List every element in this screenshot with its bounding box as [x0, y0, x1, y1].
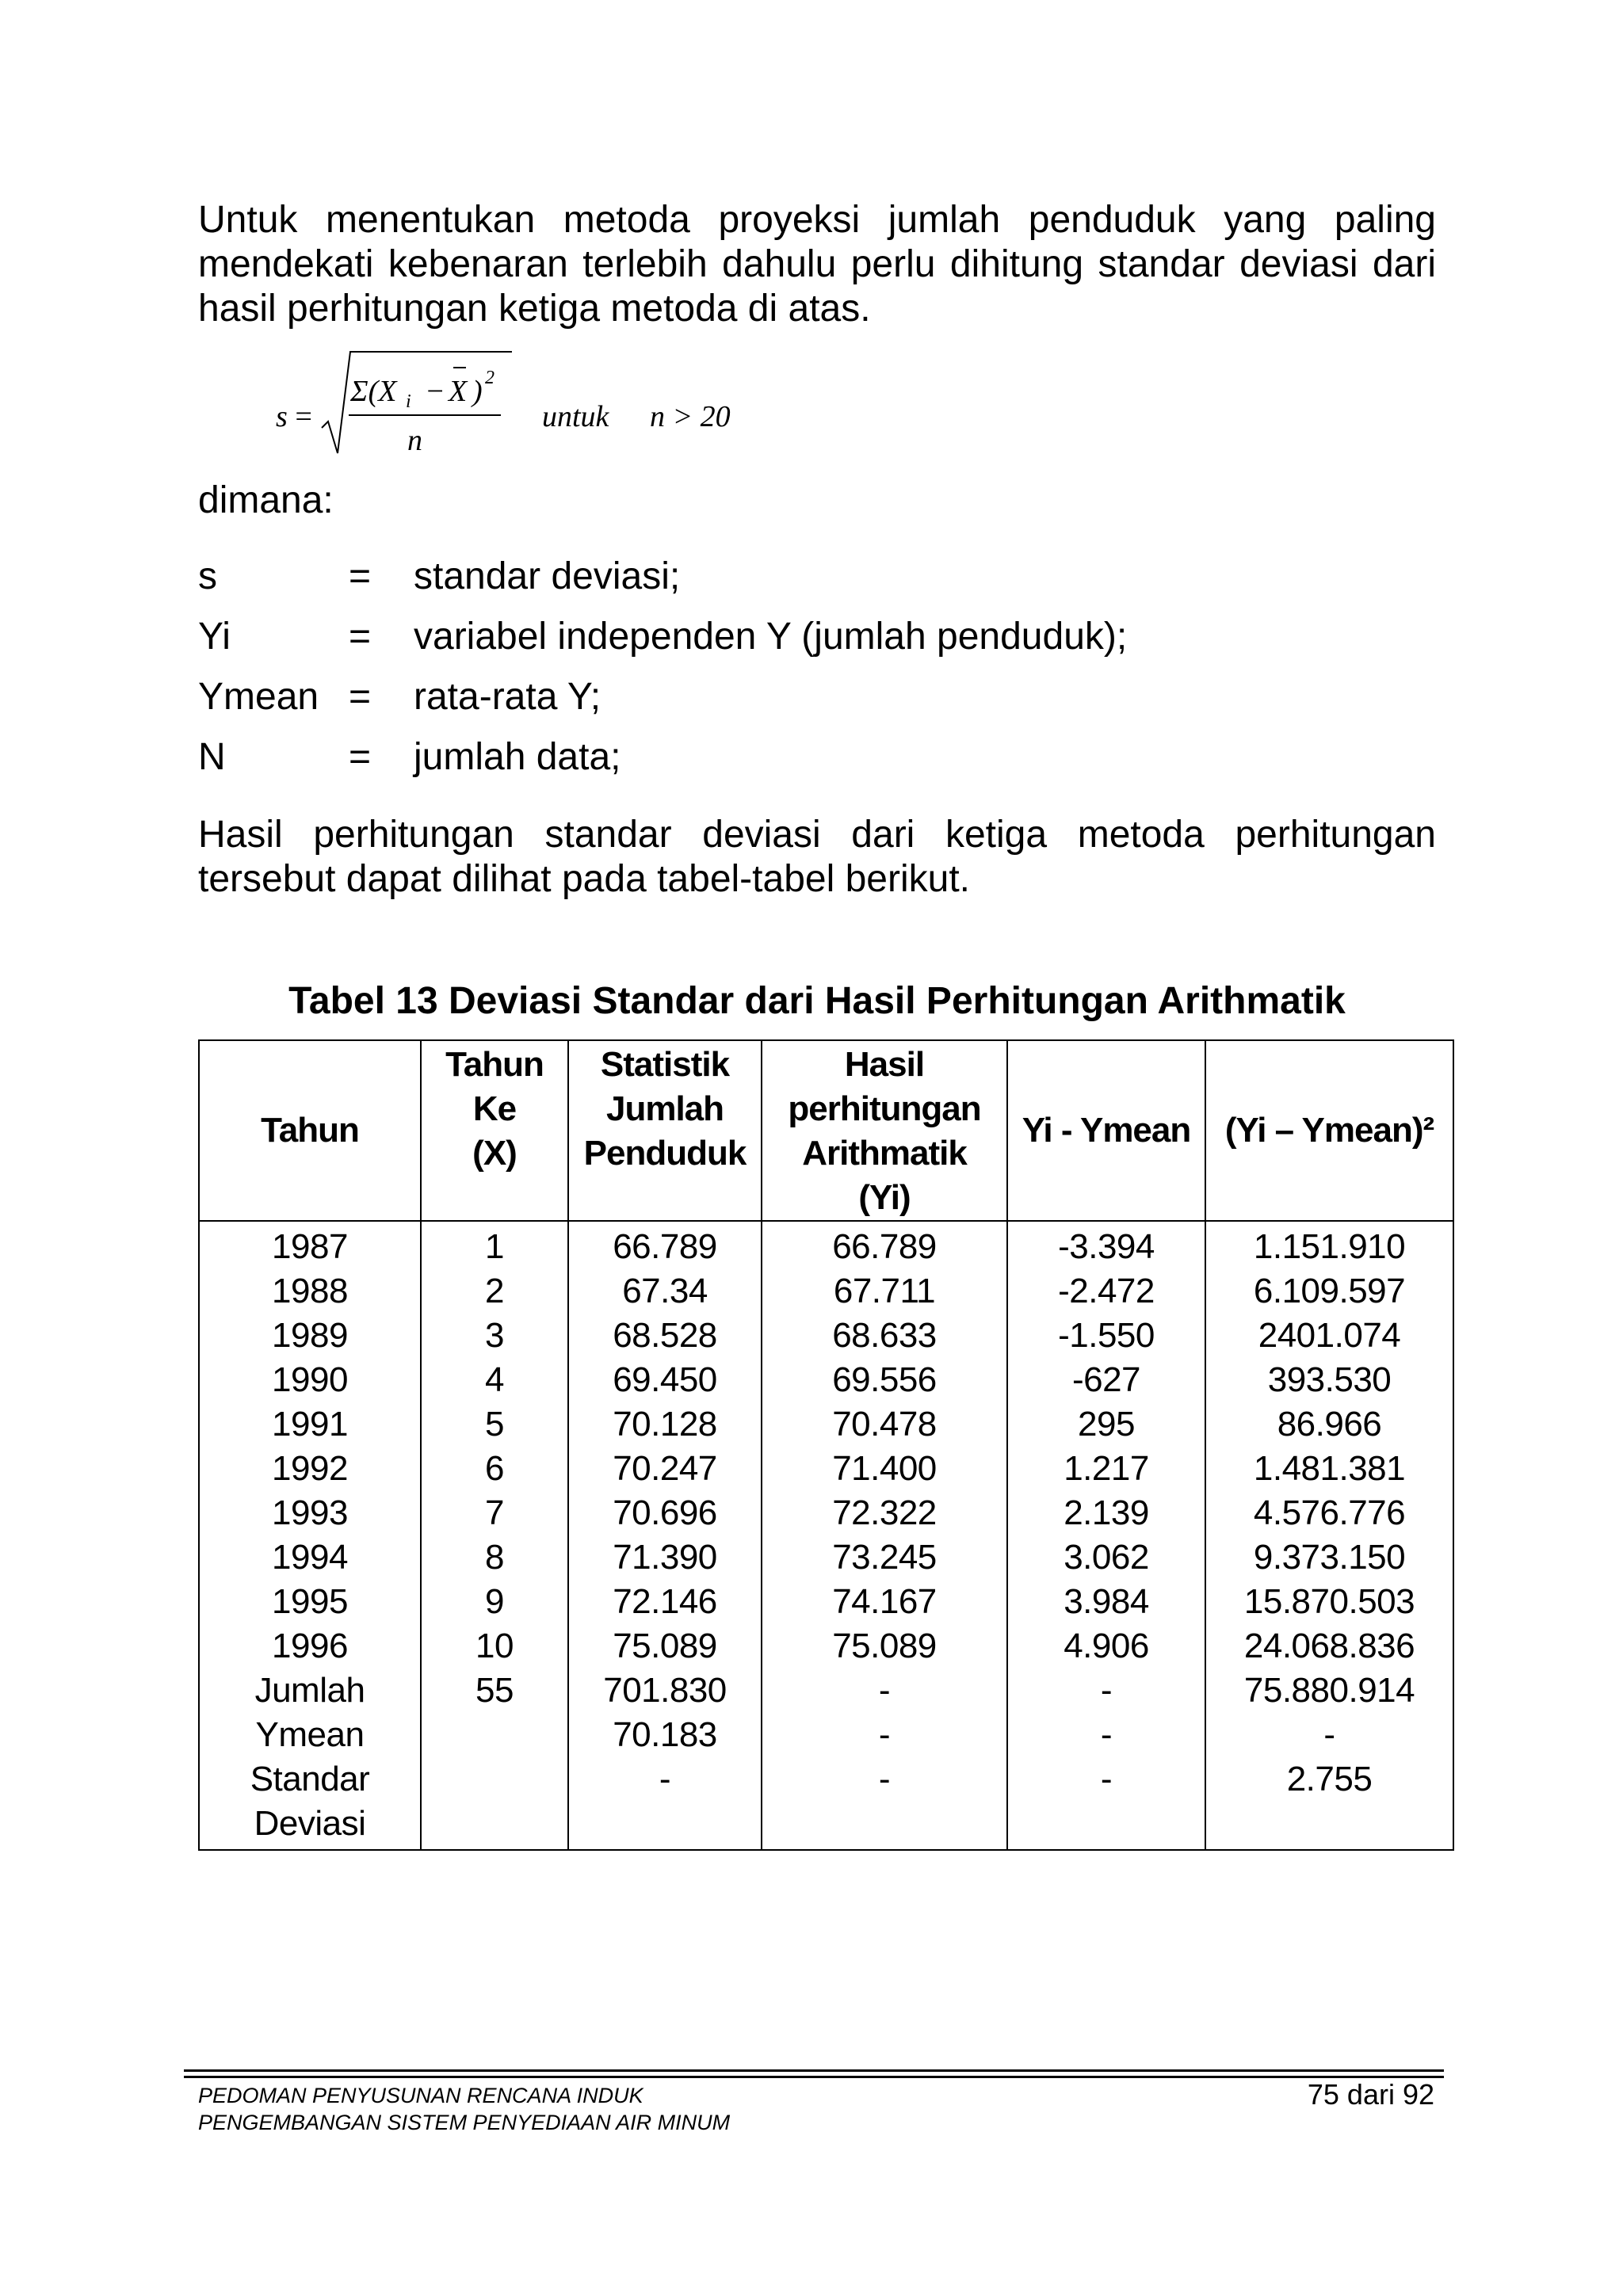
table-cell: 67.711: [762, 1269, 1007, 1314]
column-header: [421, 1040, 568, 1221]
table-body: [199, 1221, 1453, 1850]
footer-rule-top: [184, 2069, 1444, 2072]
table-cell: 67.34: [568, 1269, 762, 1314]
table-cell: [421, 1713, 568, 1757]
column-header: [762, 1040, 1007, 1221]
formula-sub-i: i: [406, 391, 411, 412]
table-cell: 6.109.597: [1205, 1269, 1453, 1314]
table-cell: -: [1205, 1713, 1453, 1757]
table-cell: 72.146: [568, 1580, 762, 1624]
column-header-line: Hasil: [844, 1045, 925, 1084]
table-cell: 72.322: [762, 1491, 1007, 1535]
table-row: [199, 1491, 1453, 1535]
column-header-line: Penduduk: [583, 1134, 747, 1173]
table-row: [199, 1447, 1453, 1491]
table-cell: 8: [421, 1535, 568, 1580]
dimana-label: dimana:: [198, 479, 334, 521]
formula-denominator: n: [407, 424, 422, 457]
table-cell: -2.472: [1007, 1269, 1205, 1314]
table-cell: 1993: [199, 1491, 421, 1535]
table-cell: -: [1007, 1757, 1205, 1802]
table-cell: 69.556: [762, 1358, 1007, 1402]
table-cell: 70.478: [762, 1402, 1007, 1447]
definition-description: jumlah data;: [414, 736, 621, 778]
definition-symbol: Ymean: [198, 676, 319, 718]
table-row: [199, 1580, 1453, 1624]
table-cell: 74.167: [762, 1580, 1007, 1624]
definition-equals: =: [349, 736, 372, 778]
table-cell: 71.390: [568, 1535, 762, 1580]
table-cell: 75.089: [568, 1624, 762, 1669]
table-cell: Ymean: [199, 1713, 421, 1757]
table-cell: -: [762, 1757, 1007, 1802]
table-cell: 66.789: [762, 1221, 1007, 1269]
table-cell: 1.217: [1007, 1447, 1205, 1491]
footer-line-1: PEDOMAN PENYUSUNAN RENCANA INDUK: [198, 2084, 643, 2107]
formula-exponent: 2: [485, 368, 495, 388]
table-cell: 701.830: [568, 1669, 762, 1713]
column-header-line: Tahun: [445, 1045, 544, 1084]
table-cell: 4: [421, 1358, 568, 1402]
table-row: [199, 1402, 1453, 1447]
table-cell: 68.633: [762, 1314, 1007, 1358]
table-cell: 70.128: [568, 1402, 762, 1447]
table-cell: 2401.074: [1205, 1314, 1453, 1358]
table-cell: -1.550: [1007, 1314, 1205, 1358]
table-header-row: [199, 1040, 1453, 1221]
table-cell: 70.247: [568, 1447, 762, 1491]
table-cell: 2.755: [1205, 1757, 1453, 1802]
formula-minus: −: [425, 375, 445, 408]
table-cell: 1990: [199, 1358, 421, 1402]
formula-condition-word: untuk: [542, 400, 609, 433]
table-row: [199, 1314, 1453, 1358]
table-cell: [762, 1802, 1007, 1850]
page-number: 75 dari 92: [1307, 2078, 1434, 2111]
column-header: [1007, 1040, 1205, 1221]
table-cell: [1007, 1802, 1205, 1850]
column-header-line: Arithmatik: [802, 1134, 967, 1173]
table-cell: [1205, 1802, 1453, 1850]
formula-equals: =: [293, 400, 314, 433]
table-cell: 70.183: [568, 1713, 762, 1757]
table-cell: 2.139: [1007, 1491, 1205, 1535]
definition-equals: =: [349, 616, 372, 658]
table-cell: -: [1007, 1713, 1205, 1757]
table-cell: 55: [421, 1669, 568, 1713]
formula-numerator: Σ(X: [350, 375, 397, 408]
table-cell: 68.528: [568, 1314, 762, 1358]
column-header-line: Yi - Ymean: [1022, 1111, 1191, 1150]
table-cell: Standar: [199, 1757, 421, 1802]
table-cell: 71.400: [762, 1447, 1007, 1491]
definition-equals: =: [349, 555, 372, 597]
column-header-line: Statistik: [600, 1045, 730, 1084]
table-cell: 70.696: [568, 1491, 762, 1535]
result-paragraph: Hasil perhitungan standar deviasi dari ketiga metoda perhitungan tersebut dapat dilihat pada tabel-tabel berikut.: [198, 814, 1436, 900]
table-cell: 9: [421, 1580, 568, 1624]
table-cell: -: [762, 1713, 1007, 1757]
table-row: [199, 1221, 1453, 1269]
column-header: [199, 1040, 421, 1221]
table-cell: 73.245: [762, 1535, 1007, 1580]
table-cell: 393.530: [1205, 1358, 1453, 1402]
table-cell: Deviasi: [199, 1802, 421, 1850]
table-cell: 6: [421, 1447, 568, 1491]
std-dev-formula: [269, 349, 777, 460]
column-header-line: (Yi): [858, 1178, 911, 1217]
footer-line-2: PENGEMBANGAN SISTEM PENYEDIAAN AIR MINUM: [198, 2111, 731, 2134]
table-cell: 3: [421, 1314, 568, 1358]
table-cell: 15.870.503: [1205, 1580, 1453, 1624]
table-cell: 7: [421, 1491, 568, 1535]
table-cell: 1992: [199, 1447, 421, 1491]
column-header-line: Ke: [472, 1089, 517, 1128]
column-header-line: perhitungan: [788, 1089, 981, 1128]
definition-description: variabel independen Y (jumlah penduduk);: [414, 616, 1128, 658]
table-cell: 1995: [199, 1580, 421, 1624]
table-cell: -: [762, 1669, 1007, 1713]
table-cell: 86.966: [1205, 1402, 1453, 1447]
table-cell: 4.906: [1007, 1624, 1205, 1669]
table-cell: [568, 1802, 762, 1850]
definition-description: rata-rata Y;: [414, 676, 601, 718]
formula-lhs: s: [276, 400, 288, 433]
table-cell: 1996: [199, 1624, 421, 1669]
table-row: [199, 1757, 1453, 1802]
table-cell: 10: [421, 1624, 568, 1669]
table-cell: 75.089: [762, 1624, 1007, 1669]
std-dev-table: [198, 1039, 1454, 1851]
table-cell: 295: [1007, 1402, 1205, 1447]
table-cell: 3.062: [1007, 1535, 1205, 1580]
table-cell: -: [568, 1757, 762, 1802]
table-cell: 1991: [199, 1402, 421, 1447]
definition-symbol: s: [198, 555, 217, 597]
table-title: Tabel 13 Deviasi Standar dari Hasil Perhitungan Arithmatik: [288, 980, 1346, 1022]
column-header: [568, 1040, 762, 1221]
formula-condition: n > 20: [650, 400, 731, 433]
table-cell: -3.394: [1007, 1221, 1205, 1269]
table-cell: -627: [1007, 1358, 1205, 1402]
table-row: [199, 1802, 1453, 1850]
table-cell: Jumlah: [199, 1669, 421, 1713]
table-cell: 1: [421, 1221, 568, 1269]
table-cell: 24.068.836: [1205, 1624, 1453, 1669]
column-header: [1205, 1040, 1453, 1221]
table-row: [199, 1713, 1453, 1757]
intro-paragraph: Untuk menentukan metoda proyeksi jumlah penduduk yang paling mendekati kebenaran terlebih dahulu perlu dihitung standar deviasi dari hasil perhitungan ketiga metoda di atas.: [198, 199, 1436, 330]
table-cell: 75.880.914: [1205, 1669, 1453, 1713]
table-cell: 1989: [199, 1314, 421, 1358]
table-cell: 5: [421, 1402, 568, 1447]
column-header-line: (Yi – Ymean)²: [1224, 1111, 1434, 1150]
table-row: [199, 1269, 1453, 1314]
footer-rule-bottom: [184, 2076, 1444, 2078]
definition-description: standar deviasi;: [414, 555, 681, 597]
table-cell: -: [1007, 1669, 1205, 1713]
table-cell: 3.984: [1007, 1580, 1205, 1624]
table-row: [199, 1358, 1453, 1402]
table-cell: 1987: [199, 1221, 421, 1269]
table-cell: 4.576.776: [1205, 1491, 1453, 1535]
column-header-line: (X): [472, 1134, 517, 1173]
formula-close: ): [472, 375, 483, 408]
table-cell: 1.151.910: [1205, 1221, 1453, 1269]
definition-equals: =: [349, 676, 372, 718]
definition-symbol: N: [198, 736, 226, 778]
table-row: [199, 1669, 1453, 1713]
table-cell: [421, 1757, 568, 1802]
definition-symbol: Yi: [198, 616, 231, 658]
table-row: [199, 1624, 1453, 1669]
footer-title: [198, 2082, 730, 2136]
table-cell: 66.789: [568, 1221, 762, 1269]
table-cell: 1.481.381: [1205, 1447, 1453, 1491]
column-header-line: Jumlah: [605, 1089, 724, 1128]
table-row: [199, 1535, 1453, 1580]
table-cell: 9.373.150: [1205, 1535, 1453, 1580]
formula-xbar: X: [449, 375, 468, 408]
table-cell: [421, 1802, 568, 1850]
table-cell: 2: [421, 1269, 568, 1314]
std-dev-table-container: [198, 1039, 1453, 1851]
table-cell: 1994: [199, 1535, 421, 1580]
column-header-line: Tahun: [261, 1111, 359, 1150]
table-cell: 1988: [199, 1269, 421, 1314]
table-cell: 69.450: [568, 1358, 762, 1402]
